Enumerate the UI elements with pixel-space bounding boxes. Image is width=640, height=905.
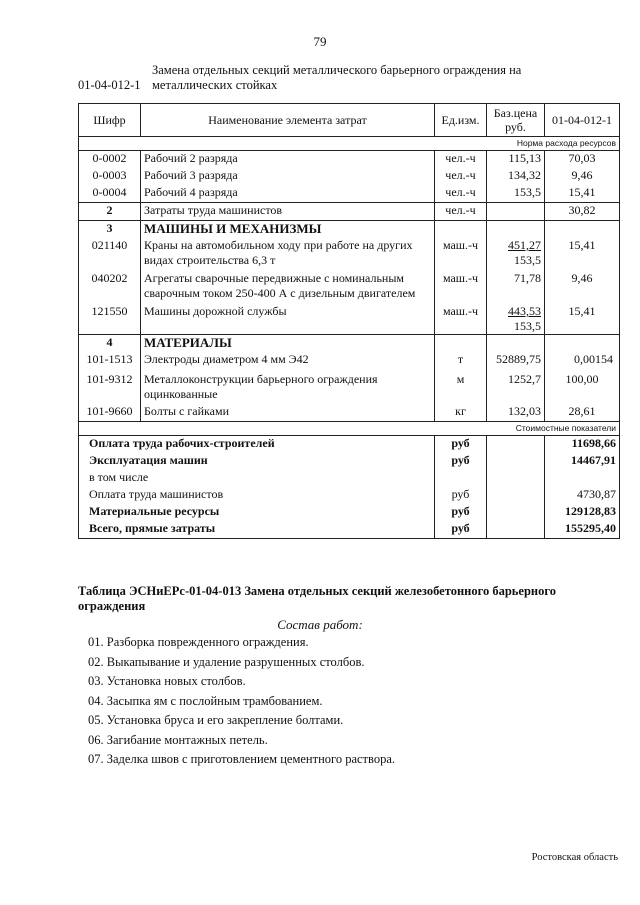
cell-code: 2 bbox=[79, 203, 141, 221]
cell-unit: чел.-ч bbox=[435, 185, 487, 203]
total-name: Эксплуатация машин bbox=[79, 453, 435, 470]
cell-price bbox=[487, 203, 545, 221]
table-row bbox=[79, 238, 620, 268]
table-row bbox=[79, 301, 620, 335]
table-row bbox=[79, 168, 620, 185]
total-row bbox=[79, 487, 620, 504]
price-line: 451,27 bbox=[508, 238, 541, 252]
total-value: 155295,40 bbox=[545, 521, 620, 539]
list-item: 04. Засыпка ям с послойным трамбованием. bbox=[88, 693, 323, 708]
name-line: Краны на автомобильном ходу при работе на других bbox=[144, 238, 413, 252]
cell-unit: маш.-ч bbox=[435, 238, 487, 268]
table-row bbox=[79, 352, 620, 369]
cell-price bbox=[487, 238, 545, 268]
total-value: 11698,66 bbox=[545, 436, 620, 454]
cell-name bbox=[141, 369, 435, 402]
cell-name: МАТЕРИАЛЫ bbox=[141, 335, 435, 353]
section-header-row bbox=[79, 221, 620, 239]
total-row bbox=[79, 453, 620, 470]
cell-unit: чел.-ч bbox=[435, 151, 487, 169]
section-code: 01-04-012-1 bbox=[78, 78, 141, 92]
total-row bbox=[79, 504, 620, 521]
cell-code: 101-9660 bbox=[79, 402, 141, 422]
cell-unit: маш.-ч bbox=[435, 301, 487, 335]
name-line: Машины дорожной службы bbox=[144, 304, 287, 318]
cell-code: 3 bbox=[79, 221, 141, 239]
price-line: 71,78 bbox=[514, 271, 541, 285]
table-row bbox=[79, 402, 620, 422]
cell-price: 132,03 bbox=[487, 402, 545, 422]
cost-note: Стоимостные показатели bbox=[79, 422, 620, 436]
total-row bbox=[79, 470, 620, 487]
table-row bbox=[79, 203, 620, 221]
section-title-line: металлических стойках bbox=[152, 78, 278, 92]
total-unit: руб bbox=[435, 487, 487, 504]
cell-unit: маш.-ч bbox=[435, 268, 487, 301]
cell-norm: 70,03 bbox=[545, 151, 620, 169]
cell-price: 153,5 bbox=[487, 185, 545, 203]
price-line: 153,5 bbox=[514, 253, 541, 267]
table-row bbox=[79, 369, 620, 402]
list-item: 06. Загибание монтажных петель. bbox=[88, 732, 268, 747]
price-line: 443,53 bbox=[508, 304, 541, 318]
cell-name bbox=[141, 402, 435, 422]
cell-price: 1252,7 bbox=[487, 369, 545, 402]
total-name: Оплата труда машинистов bbox=[79, 487, 435, 504]
total-row bbox=[79, 436, 620, 454]
cell-unit: т bbox=[435, 352, 487, 369]
cell-norm: 15,41 bbox=[545, 301, 620, 335]
cell-unit: чел.-ч bbox=[435, 203, 487, 221]
header-price: Баз.цена руб. bbox=[487, 104, 545, 137]
header-code: Шифр bbox=[79, 104, 141, 137]
total-row bbox=[79, 521, 620, 539]
cell-name bbox=[141, 352, 435, 369]
cell-price: 52889,75 bbox=[487, 352, 545, 369]
section-title-line: Замена отдельных секций металлического барьерного ограждения на bbox=[152, 63, 522, 77]
total-unit: руб bbox=[435, 436, 487, 454]
total-name: Всего, прямые затраты bbox=[79, 521, 435, 539]
composition-title: Состав работ: bbox=[277, 617, 363, 632]
cell-name: Рабочий 3 разряда bbox=[141, 168, 435, 185]
works-list bbox=[88, 633, 395, 770]
cell-code: 0-0003 bbox=[79, 168, 141, 185]
total-value: 4730,87 bbox=[545, 487, 620, 504]
list-item: 01. Разборка поврежденного ограждения. bbox=[88, 635, 309, 649]
table-row bbox=[79, 268, 620, 301]
total-unit bbox=[435, 470, 487, 487]
table-header-row bbox=[79, 104, 620, 137]
cell-unit: м bbox=[435, 369, 487, 402]
page-number: 79 bbox=[313, 34, 327, 49]
table2-title: Таблица ЭСНиЕРс-01-04-013 Замена отдельных секций железобетонного барьерного ограждения bbox=[78, 584, 556, 613]
cell-name bbox=[141, 238, 435, 268]
cell-code: 101-1513 bbox=[79, 352, 141, 369]
cell-norm: 15,41 bbox=[545, 185, 620, 203]
cell-name bbox=[141, 268, 435, 301]
table-row bbox=[79, 185, 620, 203]
cell-name: Затраты труда машинистов bbox=[141, 203, 435, 221]
price-line: 153,5 bbox=[514, 319, 541, 333]
cell-price: 115,13 bbox=[487, 151, 545, 169]
name-line: видах строительства 6,3 т bbox=[144, 253, 276, 267]
footer-region: Ростовская область bbox=[531, 852, 618, 863]
name-line: оцинкованные bbox=[144, 387, 218, 401]
name-line: сварочным током 250-400 А с дизельным двигателем bbox=[144, 286, 416, 300]
total-value: 14467,91 bbox=[545, 453, 620, 470]
cell-price bbox=[487, 301, 545, 335]
cell-name: МАШИНЫ И МЕХАНИЗМЫ bbox=[141, 221, 435, 239]
list-item: 07. Заделка швов с приготовлением цементного раствора. bbox=[88, 752, 395, 766]
total-name: в том числе bbox=[79, 470, 435, 487]
norm-note: Норма расхода ресурсов bbox=[79, 137, 620, 151]
cell-unit: кг bbox=[435, 402, 487, 422]
cell-code: 0-0002 bbox=[79, 151, 141, 169]
section-title bbox=[152, 63, 521, 93]
section-header-row bbox=[79, 335, 620, 353]
total-name: Оплата труда рабочих-строителей bbox=[79, 436, 435, 454]
list-item: 02. Выкапывание и удаление разрушенных столбов. bbox=[88, 654, 365, 669]
cell-norm: 30,82 bbox=[545, 203, 620, 221]
name-line: Электроды диаметром 4 мм Э42 bbox=[144, 352, 309, 366]
cell-code: 040202 bbox=[79, 268, 141, 301]
cell-code: 101-9312 bbox=[79, 369, 141, 402]
total-value bbox=[545, 470, 620, 487]
cell-code: 021140 bbox=[79, 238, 141, 268]
cell-norm: 9,46 bbox=[545, 268, 620, 301]
header-norm: 01-04-012-1 bbox=[545, 104, 620, 137]
total-unit: руб bbox=[435, 453, 487, 470]
cell-norm: 15,41 bbox=[545, 238, 620, 268]
norm-note-row bbox=[79, 137, 620, 151]
header-unit: Ед.изм. bbox=[435, 104, 487, 137]
list-item: 03. Установка новых столбов. bbox=[88, 674, 246, 688]
cell-name: Рабочий 2 разряда bbox=[141, 151, 435, 169]
cost-note-row bbox=[79, 422, 620, 436]
name-line: Болты с гайками bbox=[144, 404, 230, 418]
header-name: Наименование элемента затрат bbox=[141, 104, 435, 137]
cell-price bbox=[487, 268, 545, 301]
total-name: Материальные ресурсы bbox=[79, 504, 435, 521]
cell-norm: 9,46 bbox=[545, 168, 620, 185]
total-unit: руб bbox=[435, 521, 487, 539]
cell-norm: 28,61 bbox=[545, 402, 620, 422]
total-unit: руб bbox=[435, 504, 487, 521]
cell-norm: 0,00154 bbox=[545, 352, 620, 369]
cell-name bbox=[141, 301, 435, 335]
name-line: Металлоконструкции барьерного ограждения bbox=[144, 372, 378, 386]
cell-price: 134,32 bbox=[487, 168, 545, 185]
cell-norm: 100,00 bbox=[545, 369, 620, 402]
cell-name: Рабочий 4 разряда bbox=[141, 185, 435, 203]
resource-table bbox=[78, 103, 620, 539]
cell-unit: чел.-ч bbox=[435, 168, 487, 185]
list-item: 05. Установка бруса и его закрепление болтами. bbox=[88, 713, 344, 727]
name-line: Агрегаты сварочные передвижные с номинальным bbox=[144, 271, 404, 285]
cell-code: 0-0004 bbox=[79, 185, 141, 203]
cell-code: 4 bbox=[79, 335, 141, 353]
cell-code: 121550 bbox=[79, 301, 141, 335]
table-row bbox=[79, 151, 620, 169]
total-value: 129128,83 bbox=[545, 504, 620, 521]
